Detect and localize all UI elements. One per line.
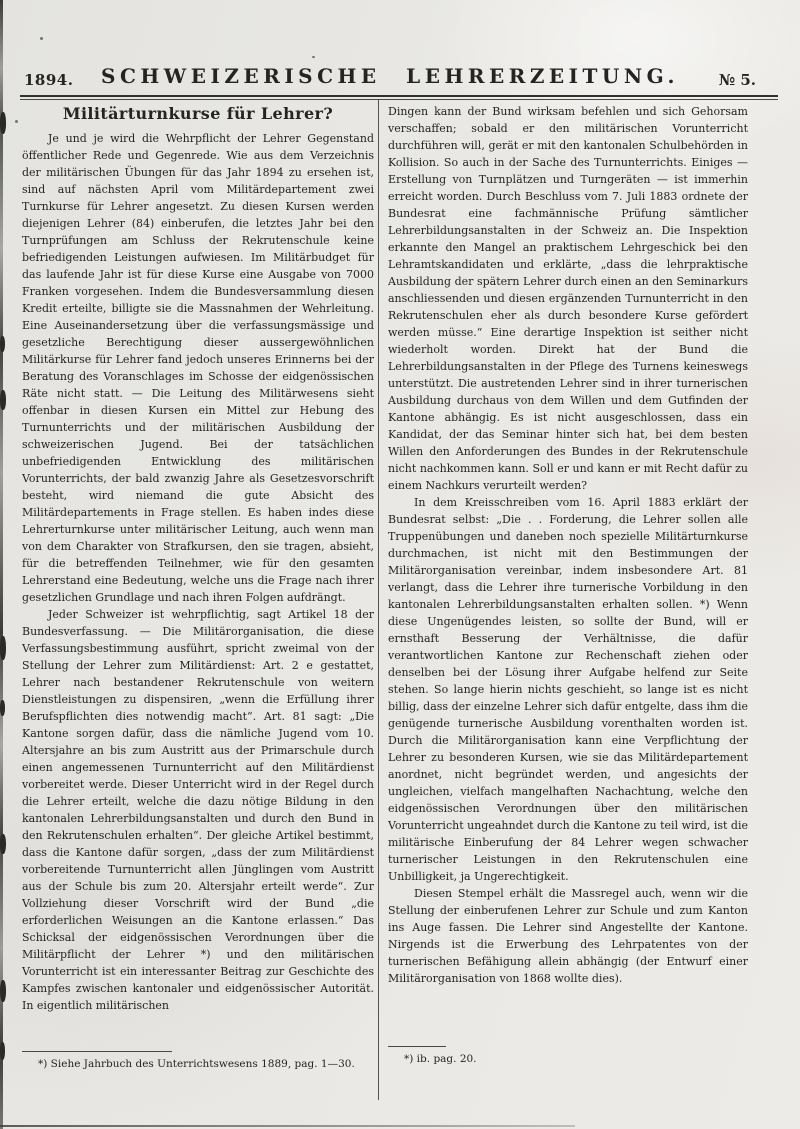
scan-smudge xyxy=(0,112,6,134)
scan-speck xyxy=(40,37,43,40)
scan-speck xyxy=(312,56,315,58)
header-rule-thick xyxy=(20,95,778,97)
scan-speck xyxy=(15,120,18,123)
scan-smudge xyxy=(0,834,6,854)
scan-smudge xyxy=(0,636,6,660)
article-paragraph: Je und je wird die Wehrpflicht der Lehrer Gegenstand öffentlicher Rede und Gegenrede. Wie aus dem Verzeichnis der militärischen Übungen für das Jahr 1894 zu ersehen ist, sind auf nächsten April vom Militärdepartement zwei Turnkurse für Lehrer angesetzt. Zu diesen Kursen werden diejenigen Lehrer (84) einberufen, die letztes Jahr bei den Turnprüfungen am Schluss der Rekrutenschule keine befriedigenden Leistungen aufwiesen. Im Militärbudget für das laufende Jahr ist für diese Kurse eine Ausgabe von 7000 Franken vorgesehen. Indem die Bundesversammlung diesen Kredit erteilte, billigte sie die Massnahmen der Wehrleitung. Eine Auseinandersetzung über die verfassungsmässige und gesetzliche Berechtigung dieser aussergewöhnlichen Militärkurse für Lehrer fand jedoch unseres Erinnerns bei der Beratung des Voranschlages im Schosse der eidgenössischen Räte nicht statt. — Die Leitung des Militärwesens sieht offenbar in diesen Kursen ein Mittel zur Hebung des Turnunterrichts und der militärischen Ausbildung der schweizerischen Jugend. Bei der tatsächlichen unbefriedigenden Entwicklung des militärischen Vorunterrichts, der bald zwanzig Jahre als Gesetzesvorschrift besteht, wird niemand die gute Absicht des Militärdepartements in Frage stellen. Es haben indes diese Lehrerturnkurse unter militärischer Leitung, auch wenn man von dem Charakter von Strafkursen, den sie tragen, absieht, für die betreffenden Teilnehmer, wie für den gesamten Lehrerstand eine Bedeutung, welche uns die Frage nach ihrer gesetzlichen Grundlage und nach ihren Folgen aufdrängt. xyxy=(22,132,374,604)
masthead-issue-number: № 5. xyxy=(718,71,756,89)
scan-bottom-edge-artifact xyxy=(0,1125,575,1127)
right-column xyxy=(388,103,748,1043)
article-paragraph: In dem Kreisschreiben vom 16. April 1883 erklärt der Bundesrat selbst: „Die . . Forderung, die Lehrer sollen alle Truppenübungen und daneben noch spezielle Militärturnkurse durchmachen, ist nicht mit den Bestimmungen der Militärorganisation vereinbar, indem insbesondere Art. 81 verlangt, dass die Lehrer ihre turnerische Vorbildung in den kantonalen Lehrerbildungsanstalten erhalten sollen. *) Wenn diese Ungenügendes leisten, so sollte der Bund, will er ernsthaft Besserung der Verhältnisse, die dafür verantwortlichen Kantone zur Rechenschaft ziehen oder denselben bei der Lösung ihrer Aufgabe helfend zur Seite stehen. So lange hierin nichts geschieht, so lange ist es nicht billig, dass der einzelne Lehrer sich dafür entgelte, dass ihm die genügende turnerische Ausbildung vorenthalten worden ist. Durch die Militärorganisation kann eine Verpflichtung der Lehrer zu besonderen Kursen, wie sie das Militärdepartement anordnet, nicht begründet werden, und angesichts der ungleichen, vielfach mangelhaften Nachachtung, welche den eidgenössischen Verordnungen über den militärischen Vorunterricht ungeahndet durch die Kantone zu teil wird, ist die militärische Einberufung der 84 Lehrer wegen schwacher turnerischer Leistungen in den Rekrutenschulen eine Unbilligkeit, ja Ungerechtigkeit. xyxy=(388,496,748,883)
article-paragraph-continuation: Dingen kann der Bund wirksam befehlen und sich Gehorsam verschaffen; sobald er den militärischen Vorunterricht durchführen will, gerät er mit den kantonalen Schulbehörden in Kollision. So auch in der Sache des Turnunterrichts. Einiges — Erstellung von Turnplätzen und Turngeräten — ist immerhin erreicht worden. Durch Beschluss vom 7. Juli 1883 ordnete der Bundesrat eine fachmännische Prüfung sämtlicher Lehrerbildungsanstalten in der Schweiz an. Die Inspektion erkannte den Mangel an praktischem Lehrgeschick bei den Lehramtskandidaten und erklärte, „dass die lehrpraktische Ausbildung der spätern Lehrer durch einen an den Seminarkurs anschliessenden und diesen ergänzenden Turnunterricht in den Rekrutenschulen eher als durch besondere Kurse gefördert werden müsse.“ Eine derartige Inspektion ist seither nicht wiederholt worden. Direkt hat der Bund die Lehrerbildungsanstalten in der Pflege des Turnens keineswegs unterstützt. Die austretenden Lehrer sind in ihrer turnerischen Ausbildung durchaus von dem Willen und dem Gutfinden der Kantone abhängig. Es ist nicht ausgeschlossen, dass ein Kandidat, der das Seminar hinter sich hat, bei dem besten Willen den Anforderungen des Bundes in der Rekrutenschule nicht nachkommen kann. Soll er und kann er mit Recht dafür zu einem Nachkurs verurteilt werden? xyxy=(388,105,748,492)
scan-smudge xyxy=(0,700,5,716)
article-title: Militärturnkurse für Lehrer? xyxy=(62,104,334,123)
footnote-right: *) ib. pag. 20. xyxy=(404,1053,477,1065)
footnote-left: *) Siehe Jahrbuch des Unterrichtswesens 1889, pag. 1—30. xyxy=(38,1058,355,1070)
scan-smudge xyxy=(0,980,6,1002)
scan-smudge xyxy=(0,390,6,410)
footnote-rule-left xyxy=(22,1051,172,1052)
article-paragraph: Diesen Stempel erhält die Massregel auch, wenn wir die Stellung der einberufenen Lehrer zur Schule und zum Kanton ins Auge fassen. Die Lehrer sind Angestellte der Kantone. Nirgends ist die Erwerbung des Lehrpatentes von der turnerischen Befähigung allein abhängig (der Entwurf einer Militärorganisation von 1868 wollte dies). xyxy=(388,887,748,985)
column-divider-rule xyxy=(378,100,379,1100)
scan-edge-artifact xyxy=(0,0,3,1129)
header-rule-thin xyxy=(20,99,778,100)
footnote-rule-right xyxy=(388,1046,446,1047)
scan-smudge xyxy=(0,336,5,352)
left-column xyxy=(22,103,374,1048)
scan-smudge xyxy=(0,1042,5,1060)
article-paragraph: Jeder Schweizer ist wehrpflichtig, sagt Artikel 18 der Bundesverfassung. — Die Militärorganisation, die diese Verfassungsbestimmung ausführt, spricht zweimal von der Stellung der Lehrer zum Militärdienst: Art. 2 e gestattet, Lehrer nach bestandener Rekrutenschule von weitern Dienstleistungen zu dispensiren, „wenn die Erfüllung ihrer Berufspflichten dies notwendig macht“. Art. 81 sagt: „Die Kantone sorgen dafür, dass die nämliche Jugend vom 10. Altersjahre an bis zum Austritt aus der Primarschule durch einen angemessenen Turnunterricht auf den Militärdienst vorbereitet werde. Dieser Unterricht wird in der Regel durch die Lehrer erteilt, welche die dazu nötige Bildung in den kantonalen Lehrerbildungsanstalten und durch den Bund in den Rekrutenschulen erhalten“. Der gleiche Artikel bestimmt, dass die Kantone dafür sorgen, „dass der zum Militärdienst vorbereitende Turnunterricht allen Jünglingen vom Austritt aus der Schule bis zum 20. Altersjahr erteilt werde“. Zur Vollziehung dieser Vorschrift wird der Bund „die erforderlichen Weisungen an die Kantone erlassen.“ Das Schicksal der eidgenössischen Verordnungen über die Militärpflicht der Lehrer *) und den militärischen Vorunterricht ist ein interessanter Beitrag zur Geschichte des Kampfes zwischen kantonaler und eidgenössischer Autorität. In eigentlich militärischen xyxy=(22,608,374,1012)
masthead-year: 1894. xyxy=(24,71,74,89)
masthead-journal-title: SCHWEIZERISCHE LEHRERZEITUNG. xyxy=(101,64,679,88)
